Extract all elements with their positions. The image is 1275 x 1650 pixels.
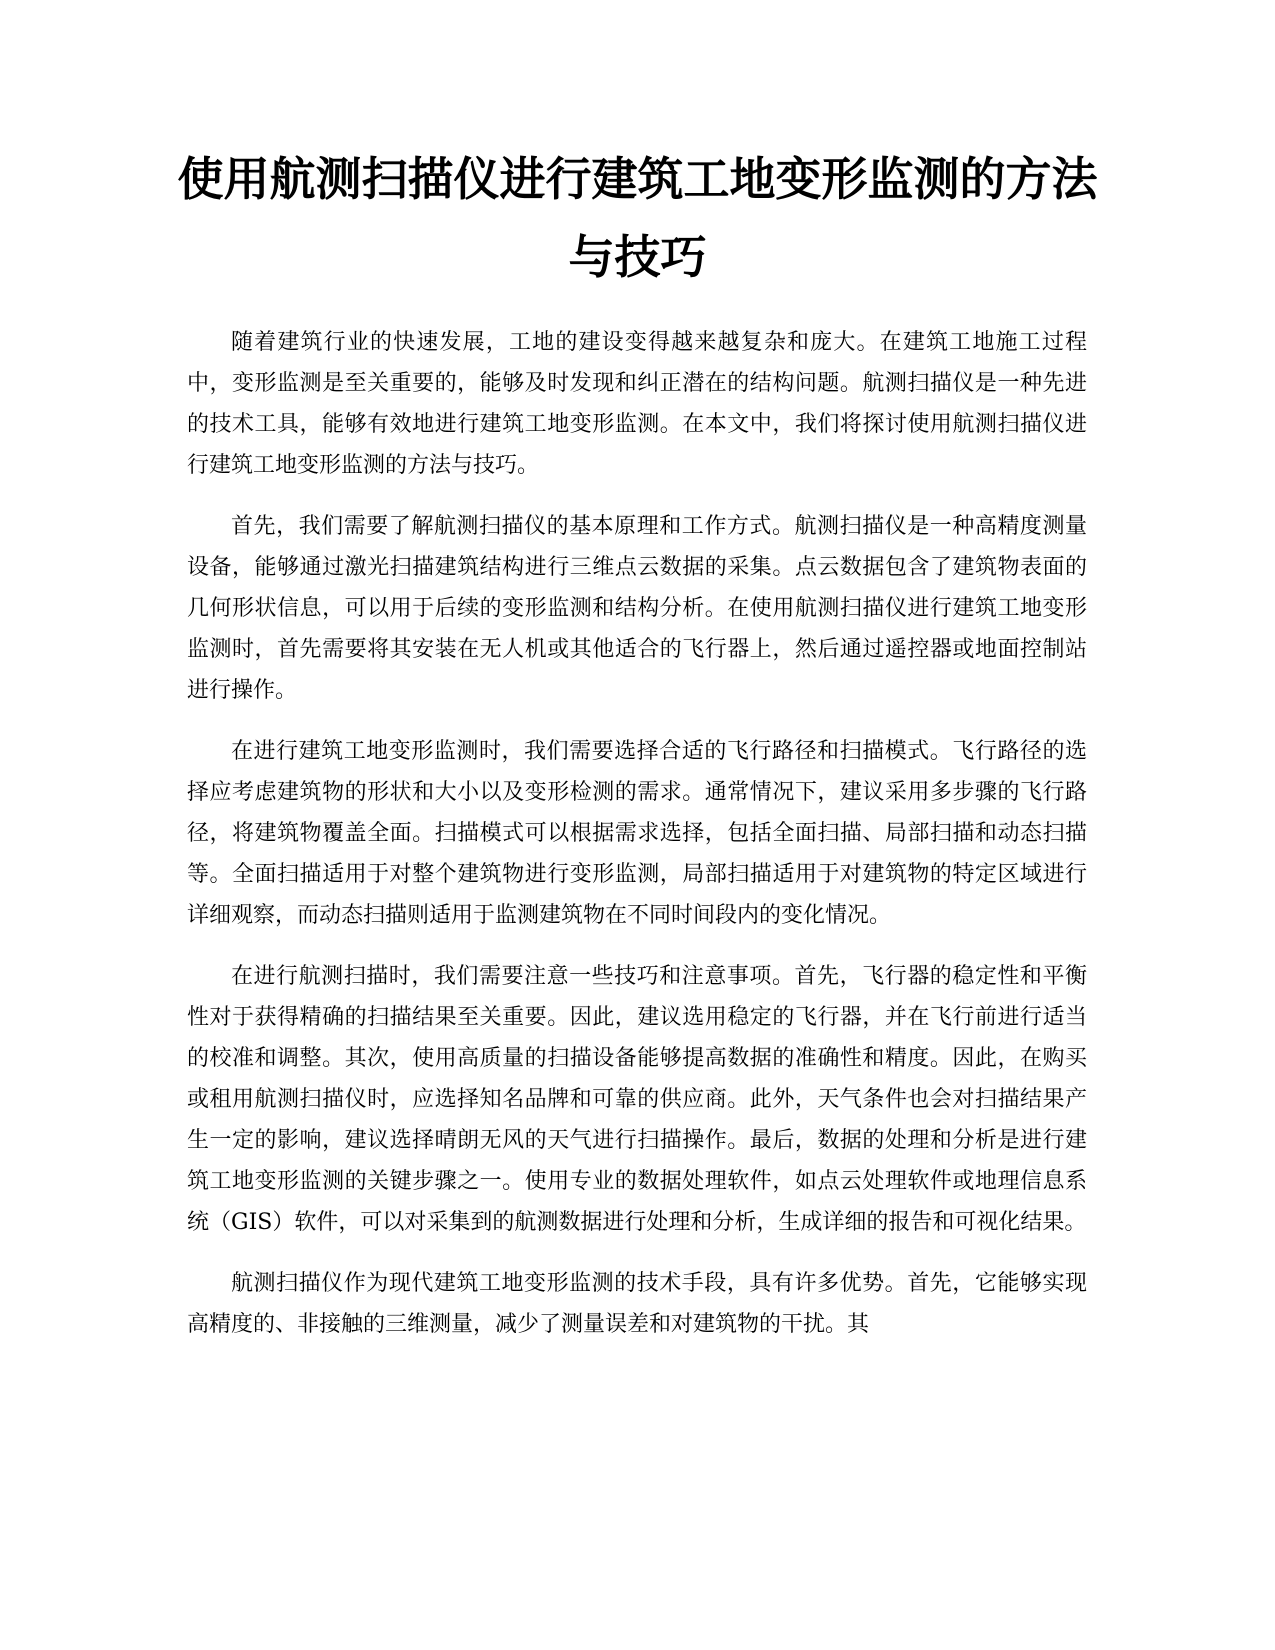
document-body [187,322,1087,1365]
paragraph-5: 航测扫描仪作为现代建筑工地变形监测的技术手段，具有许多优势。首先，它能够实现高精度的、非接触的三维测量，减少了测量误差和对建筑物的干扰。其 [187,1271,1087,1337]
paragraph-2: 首先，我们需要了解航测扫描仪的基本原理和工作方式。航测扫描仪是一种高精度测量设备，能够通过激光扫描建筑结构进行三维点云数据的采集。点云数据包含了建筑物表面的几何形状信息，可以用于后续的变形监测和结构分析。在使用航测扫描仪进行建筑工地变形监测时，首先需要将其安装在无人机或其他适合的飞行器上，然后通过遥控器或地面控制站进行操作。 [187,514,1087,703]
paragraph-4: 在进行航测扫描时，我们需要注意一些技巧和注意事项。首先，飞行器的稳定性和平衡性对于获得精确的扫描结果至关重要。因此，建议选用稳定的飞行器，并在飞行前进行适当的校准和调整。其次，使用高质量的扫描设备能够提高数据的准确性和精度。因此，在购买或租用航测扫描仪时，应选择知名品牌和可靠的供应商。此外，天气条件也会对扫描结果产生一定的影响，建议选择晴朗无风的天气进行扫描操作。最后，数据的处理和分析是进行建筑工地变形监测的关键步骤之一。使用专业的数据处理软件，如点云处理软件或地理信息系统（GIS）软件，可以对采集到的航测数据进行处理和分析，生成详细的报告和可视化结果。 [187,964,1087,1235]
paragraph-3: 在进行建筑工地变形监测时，我们需要选择合适的飞行路径和扫描模式。飞行路径的选择应考虑建筑物的形状和大小以及变形检测的需求。通常情况下，建议采用多步骤的飞行路径，将建筑物覆盖全面。扫描模式可以根据需求选择，包括全面扫描、局部扫描和动态扫描等。全面扫描适用于对整个建筑物进行变形监测，局部扫描适用于对建筑物的特定区域进行详细观察，而动态扫描则适用于监测建筑物在不同时间段内的变化情况。 [187,739,1087,928]
paragraph-1: 随着建筑行业的快速发展，工地的建设变得越来越复杂和庞大。在建筑工地施工过程中，变形监测是至关重要的，能够及时发现和纠正潜在的结构问题。航测扫描仪是一种先进的技术工具，能够有效地进行建筑工地变形监测。在本文中，我们将探讨使用航测扫描仪进行建筑工地变形监测的方法与技巧。 [187,330,1087,478]
document-title: 使用航测扫描仪进行建筑工地变形监测的方法与技巧 [177,152,1098,284]
